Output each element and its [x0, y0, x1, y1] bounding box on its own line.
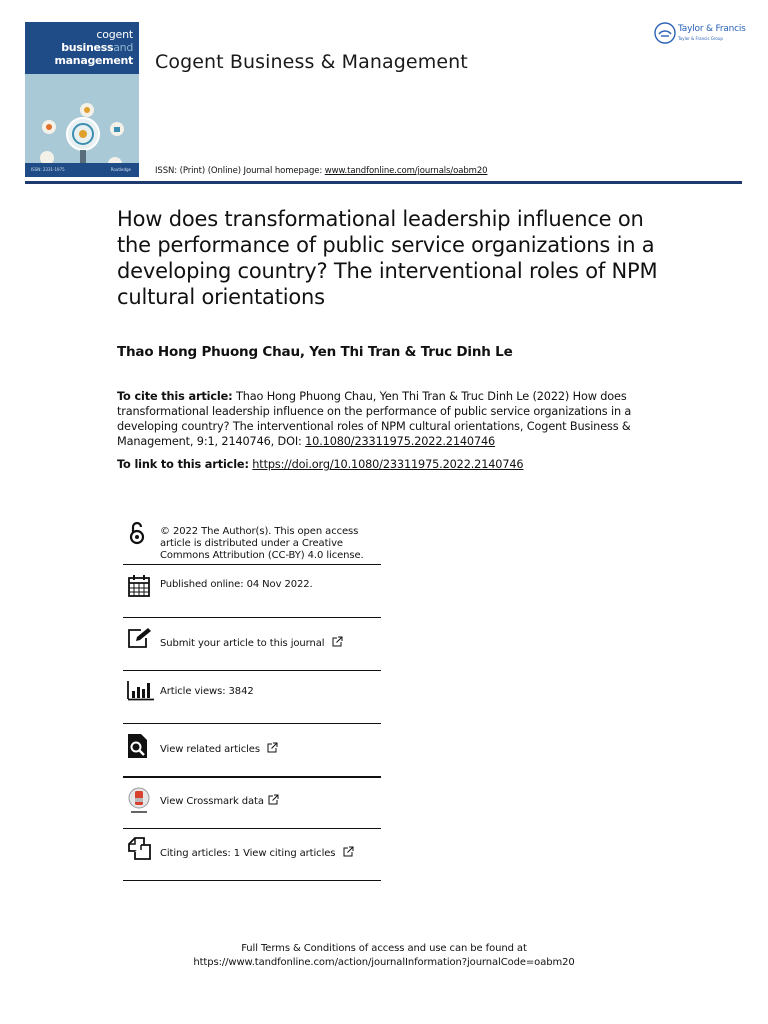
- external-link-icon: [332, 636, 343, 647]
- terms-url[interactable]: https://www.tandfonline.com/action/journalInformation?journalCode=oabm20: [193, 957, 575, 968]
- journal-title[interactable]: Cogent Business & Management: [155, 51, 468, 73]
- article-link-line: [117, 458, 523, 471]
- article-views-text: Article views: 3842: [160, 686, 254, 697]
- cover-footer-band: [25, 163, 139, 177]
- submit-article-row[interactable]: [123, 618, 381, 670]
- article-link-label: To link to this article:: [117, 458, 249, 471]
- issn-homepage-line: [155, 166, 487, 176]
- terms-footer: [0, 942, 768, 970]
- citation-doi-link[interactable]: 10.1080/23311975.2022.2140746: [305, 435, 496, 448]
- cover-title-line1: cogent: [96, 28, 133, 41]
- external-link-icon: [343, 846, 354, 857]
- bar-chart-icon: [127, 679, 155, 701]
- citing-articles-icon: [127, 837, 153, 861]
- related-articles-label: View related articles: [160, 744, 260, 755]
- search-document-icon: [127, 733, 149, 759]
- crossmark-icon: [126, 787, 152, 815]
- submit-article-link[interactable]: [160, 636, 343, 650]
- journal-homepage-link[interactable]: www.tandfonline.com/journals/oabm20: [324, 166, 488, 176]
- citing-articles-label: Citing articles: 1 View citing articles: [160, 848, 336, 859]
- article-title: How does transformational leadership influence on the performance of public service organizations in a developing country? The interventional roles of NPM cultural orientations: [117, 207, 658, 309]
- related-articles-link[interactable]: [160, 742, 278, 756]
- crossmark-link[interactable]: [160, 794, 279, 808]
- crossmark-label: View Crossmark data: [160, 796, 264, 807]
- citation-text: Thao Hong Phuong Chau, Yen Thi Tran & Truc Dinh Le (2022) How does transformational leadership influence on the performance of public service organizations in a developing country? The interventional roles of NPM cultural orientations, Cogent Business & Management, 9:1, 2140746, DOI:: [117, 390, 632, 448]
- open-access-icon: [128, 520, 146, 546]
- cover-publisher-text: Routledge: [110, 167, 131, 172]
- crossmark-row[interactable]: [123, 778, 381, 830]
- publisher-group: Taylor & Francis Group: [678, 36, 723, 41]
- submit-article-label: Submit your article to this journal: [160, 638, 325, 649]
- issn-label: ISSN: (Print) (Online) Journal homepage:: [155, 166, 323, 176]
- external-link-icon: [267, 742, 278, 753]
- header-divider: [25, 181, 742, 184]
- calendar-icon: [127, 574, 151, 598]
- external-link-icon: [268, 794, 279, 805]
- taylor-francis-logo-icon: [654, 22, 676, 44]
- cover-issn-text: ISSN: 2331-1975: [31, 167, 65, 172]
- published-row: [123, 565, 381, 617]
- taylor-francis-logo[interactable]: [654, 22, 746, 48]
- info-divider: [123, 880, 381, 881]
- terms-line: Full Terms & Conditions of access and use can be found at: [241, 943, 527, 954]
- edit-icon: [127, 627, 153, 649]
- cover-title-line3: management: [54, 54, 133, 67]
- citation-label: To cite this article:: [117, 390, 233, 403]
- cover-illustration: [25, 74, 139, 164]
- related-articles-row[interactable]: [123, 724, 381, 776]
- published-text: Published online: 04 Nov 2022.: [160, 579, 313, 590]
- publisher-name: Taylor & Francis: [678, 24, 746, 34]
- article-views-row[interactable]: [123, 671, 381, 723]
- article-doi-link[interactable]: https://doi.org/10.1080/23311975.2022.2140746: [252, 458, 524, 471]
- license-row: [123, 514, 381, 564]
- license-text: © 2022 The Author(s). This open access article is distributed under a Creative Commons Attribution (CC-BY) 4.0 license.: [160, 526, 364, 561]
- article-authors: Thao Hong Phuong Chau, Yen Thi Tran & Truc Dinh Le: [117, 344, 513, 360]
- cover-title-line2: businessand: [61, 41, 133, 54]
- citing-articles-link[interactable]: [160, 846, 354, 860]
- citing-articles-row[interactable]: [123, 829, 381, 881]
- journal-cover-image[interactable]: [25, 22, 139, 177]
- citation-block: [117, 389, 657, 449]
